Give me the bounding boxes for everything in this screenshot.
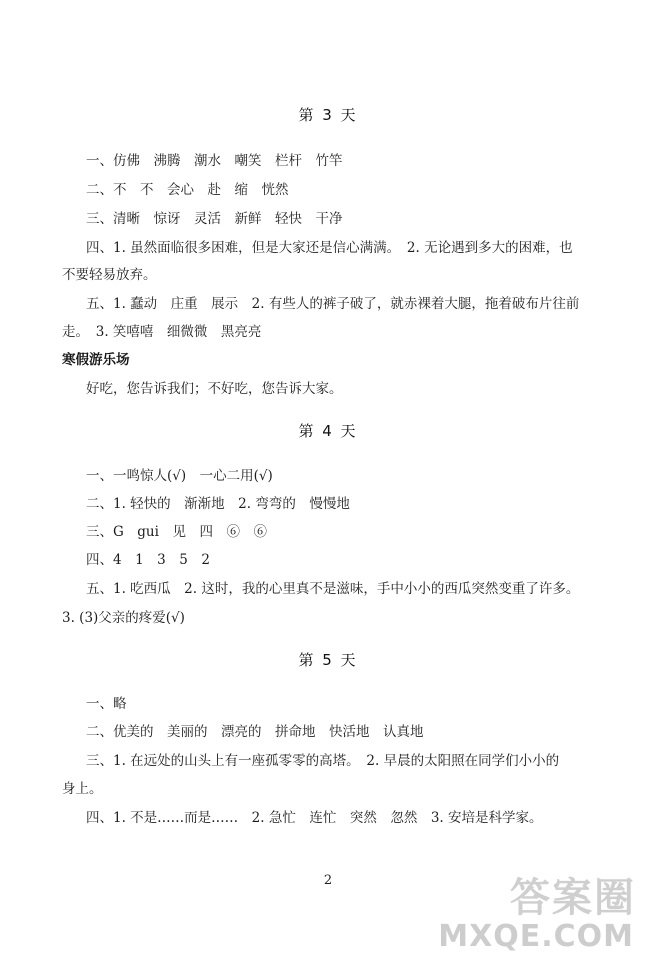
- day-3-line-3: 三、清晰 惊讶 灵活 新鲜 轻快 干净: [86, 211, 343, 227]
- page-number: 2: [323, 873, 333, 888]
- day-5-line-1: 一、略: [86, 696, 127, 712]
- day-5-line-2: 二、优美的 美丽的 漂亮的 拼命地 快活地 认真地: [86, 724, 424, 740]
- day-4-line-1: 一、一鸣惊人(√) 一心二用(√): [86, 468, 273, 484]
- day-5-line-4: 身上。: [62, 781, 103, 797]
- day-3-line-6: 五、1. 蠢动 庄重 展示 2. 有些人的裤子破了，就赤裸着大腿，拖着破布片往前: [86, 296, 580, 312]
- winter-playground-heading: 寒假游乐场: [62, 352, 130, 368]
- watermark-top-text: 答案圈: [510, 875, 636, 921]
- day-3-line-2: 二、不 不 会心 赴 缩 恍然: [86, 182, 289, 198]
- day-5-title: 第 5 天: [298, 651, 358, 669]
- day-4-line-2: 二、1. 轻快的 渐渐地 2. 弯弯的 慢慢地: [86, 496, 350, 512]
- winter-playground-line: 好吃，您告诉我们；不好吃，您告诉大家。: [86, 381, 343, 397]
- day-4-title: 第 4 天: [298, 422, 358, 440]
- day-3-title: 第 3 天: [298, 106, 358, 124]
- day-4-line-4: 四、4 1 3 5 2: [86, 552, 210, 568]
- day-3-line-7: 走。 3. 笑嘻嘻 细微微 黑亮亮: [62, 324, 262, 340]
- day-3-line-4: 四、1. 虽然面临很多困难，但是大家还是信心满满。 2. 无论遇到多大的困难，也: [86, 240, 573, 256]
- watermark-bottom-text: MXQE.COM: [438, 919, 634, 954]
- day-5-line-5: 四、1. 不是……而是…… 2. 急忙 连忙 突然 忽然 3. 安培是科学家。: [86, 810, 543, 826]
- day-5-line-3: 三、1. 在远处的山头上有一座孤零零的高塔。 2. 早晨的太阳照在同学们小小的: [86, 753, 560, 769]
- day-4-line-5: 五、1. 吃西瓜 2. 这时，我的心里真不是滋味，手中小小的西瓜突然变重了许多。: [86, 581, 580, 597]
- day-4-line-6: 3. (3)父亲的疼爱(√): [62, 610, 185, 626]
- day-3-line-1: 一、仿佛 沸腾 潮水 嘲笑 栏杆 竹竿: [86, 153, 343, 169]
- day-3-line-5: 不要轻易放弃。: [62, 267, 157, 283]
- day-4-line-3: 三、G gui 见 四 ⑥ ⑥: [86, 524, 267, 540]
- watermark-logo: [438, 866, 642, 954]
